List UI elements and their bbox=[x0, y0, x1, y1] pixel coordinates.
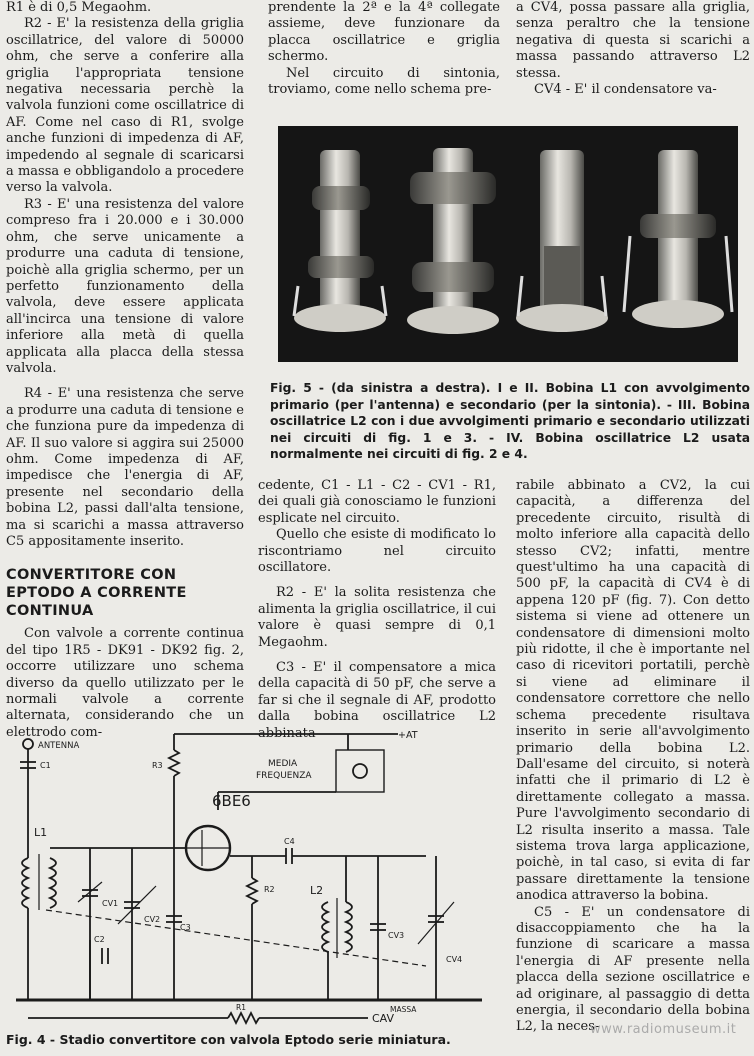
paragraph: C3 - E' il compensatore a mica della capacità di 50 pF, che serve a far si che il segnale di AF, prodotto dalla bobina oscillatrice L2 abbinata bbox=[258, 660, 496, 741]
column-3-lower bbox=[516, 478, 750, 1036]
paragraph: Quello che esiste di modificato lo riscontriamo nel circuito oscillatore. bbox=[258, 527, 496, 576]
coil-4 bbox=[624, 150, 732, 328]
antenna-terminal bbox=[23, 739, 33, 749]
label-cv3: CV3 bbox=[388, 931, 405, 940]
paragraph: prendente la 2ª e la 4ª collegate assieme, deve funzionare da placca oscillatrice e griglia schermo. bbox=[268, 0, 500, 65]
coils-photo bbox=[278, 126, 738, 362]
label-massa: MASSA bbox=[390, 1005, 417, 1014]
label-l1: L1 bbox=[34, 826, 48, 839]
paragraph: C5 - E' un condensatore di disaccoppiamento che ha la funzione di scaricare a massa l'energia di AF presente nella placca della sezione oscillatrice e ad originare, al passaggio di detta energia, il secondario della bobina L2, la neces- bbox=[516, 904, 750, 1035]
watermark: www.radiomuseum.it bbox=[590, 1022, 737, 1037]
label-antenna: ANTENNA bbox=[38, 741, 80, 751]
paragraph: R2 - E' la resistenza della griglia oscillatrice, del valore di 50000 ohm, che serve a conferire alla griglia l'appropriata tensione negativa necessaria perchè la valvola funzioni come oscillatrice di AF. Come nel caso di R1, svolge anche funzioni di impedenza di AF, impedendo al segnale di scaricarsi a massa e obbligandolo a procedere verso la valvola. bbox=[6, 16, 244, 196]
column-3 bbox=[516, 0, 750, 98]
fig4-caption: Fig. 4 - Stadio convertitore con valvola Eptodo serie miniatura. bbox=[6, 1032, 451, 1047]
paragraph: R4 - E' una resistenza che serve a produrre una caduta di tensione e che funziona pure da impedenza di AF. Il suo valore si aggira sui 25000 ohm. Come impedenza di AF, impedisce che l'energia di AF, presente nel secondario della bobina L2, passi dall'alta tensione, ma si scarichi a massa attraverso C5 appositamente inserito. bbox=[6, 386, 244, 549]
column-2-lower bbox=[258, 478, 496, 742]
label-cv4: CV4 bbox=[446, 955, 463, 964]
label-c4: C4 bbox=[284, 837, 295, 846]
label-l2: L2 bbox=[310, 884, 324, 897]
label-r1: R1 bbox=[236, 1003, 246, 1012]
fig5-caption bbox=[270, 380, 750, 463]
label-frequenza: FREQUENZA bbox=[256, 771, 312, 781]
column-1 bbox=[6, 0, 244, 741]
paragraph: R3 - E' una resistenza del valore compreso fra i 20.000 e i 30.000 ohm, che serve unicamente a produrre una caduta di tensione, poichè alla griglia schermo, per un perfetto funzionamento della valvola, deve essere applicata all'incirca una tensione di valore inferiore alla metà di quella applicata alla placca della stessa valvola. bbox=[6, 196, 244, 376]
label-cv1: CV1 bbox=[102, 899, 119, 908]
if-transformer bbox=[336, 750, 384, 792]
label-c2: C2 bbox=[94, 935, 105, 944]
paragraph: rabile abbinato a CV2, la cui capacità, a differenza del precedente circuito, risultà di molto inferiore alla capacità dello stesso CV2; infatti, mentre quest'ultimo ha una capacità di 500 pF, la capacità di CV4 è di appena 120 pF (fig. 7). Con detto sistema si viene ad ottenere un condensatore di dimensioni molto più ridotte, il che è importante nel caso di ricevitori portatili, perchè si viene ad eliminare il condensatore correttore che nello schema precedente risultava inserito in serie all'avvolgimento primario della bobina L2. Dall'esame del circuito, si noterà infatti che il primario di L2 è direttamente collegato a massa. Pure l'avvolgimento secondario di L2 risulta inserito a massa. Tale sistema trova larga applicazione, poichè, in tal caso, si evita di far passare direttamente la tensione anodica attraverso la bobina. bbox=[516, 478, 750, 904]
paragraph: Con valvole a corrente continua del tipo 1R5 - DK91 - DK92 fig. 2, occorre utilizzare uno schema diverso da quello utilizzato per le normali valvole a corrente alternata, considerando che un elettrodo com- bbox=[6, 626, 244, 740]
label-r3: R3 bbox=[152, 761, 163, 770]
coil-2 bbox=[407, 148, 499, 334]
paragraph: CV4 - E' il condensatore va- bbox=[534, 82, 717, 98]
paragraph: a CV4, possa passare alla griglia, senza peraltro che la tensione negativa di questa si scarichi a massa passando attraverso L2 stessa. bbox=[516, 0, 750, 81]
coils-photo-drawing bbox=[278, 126, 738, 362]
label-media: MEDIA bbox=[268, 759, 298, 769]
paragraph: R1 è di 0,5 Megaohm. bbox=[6, 0, 152, 15]
section-heading: CONVERTITORE CON EPTODO A CORRENTE CONTINUA bbox=[6, 567, 187, 620]
coil-3 bbox=[516, 150, 608, 332]
label-cv2: CV2 bbox=[144, 915, 161, 924]
label-at: +AT bbox=[398, 730, 418, 741]
paragraph: R2 - E' la solita resistenza che alimenta la griglia oscillatrice, il cui valore è quasi sempre di 0,1 Megaohm. bbox=[258, 585, 496, 650]
paragraph: Nel circuito di sintonia, troviamo, come nello schema pre- bbox=[268, 65, 500, 98]
label-tube: 6BE6 bbox=[212, 792, 251, 810]
label-r2: R2 bbox=[264, 885, 275, 894]
column-2 bbox=[268, 0, 500, 98]
label-cav: CAV bbox=[372, 1012, 395, 1025]
fig5-caption-text: Fig. 5 - (da sinistra a destra). I e II. Bobina L1 con avvolgimento primario (per l'antenna) e secondario (per la sintonia). - III. Bobina oscillatrice L2 con i due avvolgimenti primario e secondario utilizzati nei circuiti di fig. 1 e 3. - IV. Bobina oscillatrice L2 usata normalmente nei circuiti di fig. 2 e 4. bbox=[270, 381, 750, 461]
label-c3: C3 bbox=[180, 923, 191, 932]
label-c1: C1 bbox=[40, 761, 51, 770]
converter-schematic bbox=[6, 730, 508, 1026]
paragraph: cedente, C1 - L1 - C2 - CV1 - R1, dei quali già conosciamo le funzioni esplicate nel circuito. bbox=[258, 478, 496, 526]
coil-1 bbox=[294, 150, 386, 332]
